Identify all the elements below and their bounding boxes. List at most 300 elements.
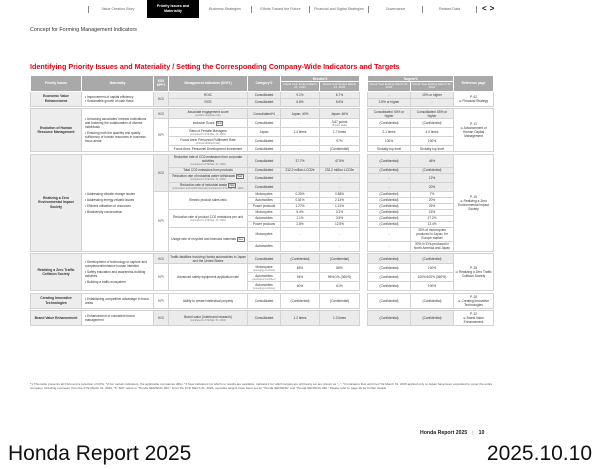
category [248, 227, 281, 241]
column-gap [360, 254, 368, 264]
indicator-name [169, 137, 248, 146]
indicator-label: Associate engagement score [187, 110, 229, 114]
target-fy2026: 2.1 times [368, 128, 411, 137]
indicator-label: Focus Area: Personnel Development Investment [173, 146, 243, 151]
nav-related-data[interactable]: Related Data [439, 6, 460, 11]
indicator-name [169, 99, 248, 107]
category-label: Consolidated*4 [253, 111, 275, 116]
column-gap [360, 119, 368, 128]
target-fy2031: 100% [411, 137, 454, 146]
target-fy2026: (Confidential) [368, 282, 411, 291]
category-label: Motorcycles [255, 192, 273, 196]
target-fy2031: (Confidential) [411, 293, 454, 308]
value: 5.6% [335, 100, 344, 105]
target-fy2026: 2.5% or higher [368, 99, 411, 107]
result-fy2025 [320, 109, 360, 119]
target-fy2031: 46% [411, 154, 454, 167]
header-r2024: Fiscal Year Ended March 31, 2024 [281, 82, 320, 92]
value: 12.5% [334, 222, 345, 226]
table-row [31, 293, 494, 308]
page-num: 10 [478, 430, 485, 436]
header-kgi-kpi: KGI/ KPI*1 [154, 76, 169, 92]
reference-link[interactable]: ➡ Financial Strategy [458, 98, 489, 103]
indicator-name [169, 182, 248, 191]
category-label: Power products [252, 222, 276, 226]
column-gap [360, 99, 368, 107]
reference-link[interactable]: ➡ Creating Innovative Technologies [458, 298, 490, 307]
target-fy2031: 27.2% [411, 215, 454, 221]
column-gap [360, 91, 368, 99]
indicator-label: Focus Area: Personnel Fulfillment Rate [180, 137, 236, 142]
target-fy2031: 10% or higher [411, 91, 454, 99]
target-fy2026: Consolidated: 60% or higher [368, 109, 411, 119]
indicator-note: (compared to FYE Mar. 31, 2021) [190, 132, 226, 136]
result-fy2024: - [281, 173, 320, 182]
indicator-label: Reduction rate of CO2 emissions from corporate activities [173, 155, 243, 163]
materiality [82, 109, 154, 152]
result-fy2025 [320, 227, 360, 241]
target-fy2031: 12% [411, 173, 454, 182]
category-label: Consolidated [254, 92, 274, 97]
chevron-left-icon[interactable]: < [482, 4, 490, 13]
result-fy2024: 1.4 times [281, 128, 320, 137]
target-fy2026: (Confidential) [368, 293, 411, 308]
result-fy2024: - [281, 119, 320, 128]
target-fy2031: Consolidated: 65% or higher [411, 109, 454, 119]
target-fy2026: - [368, 241, 411, 251]
indicator-name [169, 173, 248, 182]
column-gap [360, 137, 368, 146]
result-fy2024: 0.51% [281, 197, 320, 203]
target-fy2026: Globally top level [368, 146, 411, 152]
materiality-item: • Addressing energy-related issues [85, 197, 135, 202]
reference-link[interactable]: ➡ Advancement of Human Capital Management [460, 126, 487, 138]
target-fy2031: (Confidential) [411, 119, 454, 128]
target-fy2026: - [368, 227, 411, 241]
result-fy2024: 2.8% [281, 221, 320, 227]
target-fy2031: (Confidential) [411, 254, 454, 264]
target-fy2026: (Confidential) [368, 215, 411, 221]
category-note: (developed countries) [252, 277, 276, 281]
indicator-label: ROIC [204, 92, 212, 97]
materiality-item: • Ensuring both the quantity and quality sufficiency of human resources in business focus areas [85, 131, 146, 143]
value: (Confidential) [330, 298, 349, 303]
reference-page-number: P. 11 [470, 122, 477, 126]
indicator-label: ROS [204, 100, 212, 105]
result-fy2024: Japan: 40% [281, 109, 320, 119]
category [248, 311, 281, 326]
chevron-right-icon[interactable]: > [489, 4, 498, 13]
category [248, 254, 281, 264]
footer-title: Honda Report 2025 [8, 442, 192, 465]
indicator-name [169, 311, 248, 326]
indicator-name [169, 109, 248, 119]
category-note: (emerging countries) [253, 286, 275, 290]
result-fy2025 [320, 137, 360, 146]
indicators-table [30, 75, 494, 326]
result-fy2024: 37.7% [281, 154, 320, 167]
result-fy2025 [320, 128, 360, 137]
target-fy2026: (Confidential) [368, 264, 411, 273]
nav-value-creation-story[interactable]: Value Creation Story [101, 6, 135, 11]
category-label: Consolidated [254, 158, 274, 163]
result-fy2024: 0.30% [281, 191, 320, 197]
kgi-kpi-type: KGI [154, 91, 169, 106]
value: 88% [336, 266, 343, 270]
target-fy2031: (Confidential) [411, 311, 454, 326]
target-fy2026: (Confidential) [368, 167, 411, 173]
table-body [31, 91, 494, 326]
value: 3.5% [335, 216, 344, 220]
reference-link[interactable]: ➡ Brand Value Enhancement [463, 316, 484, 324]
target-fy2026: (Confidential) [368, 197, 411, 203]
target-fy2031: 30% of motorcycles produced in Japan, for Europe market [411, 227, 454, 241]
indicator-label: Brand value (Interbrand research) [184, 314, 232, 319]
result-fy2024: 212.2 million t-CO2e [281, 167, 320, 173]
reference-page [454, 91, 494, 106]
value: 6.7% [335, 92, 344, 97]
indicator-label: Advanced safety equipment application rate [177, 275, 239, 279]
header-t2031: Fiscal Year Ending March 31, 2031 [412, 81, 452, 90]
priority-issue: Realizing a Zero Traffic Collision Society [31, 254, 82, 291]
value: 3.67 points [331, 119, 348, 124]
target-fy2026: (Confidential) [368, 221, 411, 227]
value: Japan: 46% [331, 111, 348, 116]
indicator-label: Reduction rate of industrial water withdrawal [172, 174, 235, 178]
materiality-item: • Development of technology to capture and complement/enhance human intention [85, 260, 147, 268]
result-fy2024: - [281, 137, 320, 146]
materiality-item: • Unlocking associates' intrinsic motivations and fostering the collaboration of diverse individuals [85, 117, 147, 129]
category [248, 128, 281, 137]
target-fy2031: 20% [411, 197, 454, 203]
section-heading: Concept for Forming Management Indicators [30, 27, 137, 33]
indicator-note: (compared to FYE Mar. 31, 2022) [190, 318, 226, 322]
report-name: Honda Report 2025 [420, 430, 468, 436]
category-label: Motorcycles [255, 210, 273, 214]
category-label: Automobiles [255, 273, 273, 278]
target-fy2026: - [368, 173, 411, 182]
priority-issue: Evolution of Human Resource Management [31, 109, 82, 152]
target-fy2031: 30% in EVs produced in North America and Japan [411, 241, 454, 251]
indicator-label: Reduction rate of product CO2 emissions per unit [173, 214, 243, 219]
header-priority: Priority Issues [31, 76, 82, 92]
result-fy2025 [320, 182, 360, 191]
page-arrows [482, 4, 497, 13]
column-gap [360, 227, 368, 241]
category-label: Consolidated [254, 316, 274, 320]
column-gap [360, 264, 368, 273]
target-fy2026: (Confidential) [368, 254, 411, 264]
target-fy2026: - [368, 182, 411, 191]
category-label: Consolidated [254, 175, 274, 180]
column-gap [360, 109, 368, 119]
value: (Confidential) [330, 256, 349, 261]
indicator-label: Usage rate of recycled and biomass materials [171, 237, 236, 241]
target-fy2026: (Confidential) [368, 191, 411, 197]
value: - [338, 175, 341, 180]
reference-page [454, 109, 494, 152]
target-fy2031: 15% [411, 209, 454, 215]
nav-governance[interactable]: Governance [385, 6, 406, 11]
category-label: Automobiles [255, 244, 273, 248]
indicator-note: (incineration and landfill disposal) (compared to FYE Mar. 31, 2020) [172, 187, 244, 190]
category-label: Consolidated [254, 184, 274, 189]
indicator-note: (positive response rate) [195, 114, 221, 117]
result-fy2024: - [281, 227, 320, 241]
column-gap [360, 273, 368, 282]
target-fy2031: 100% [411, 282, 454, 291]
result-fy2025 [320, 241, 360, 251]
value: 0.58% [334, 192, 345, 196]
indicator-label: Traffic fatalities involving Honda automobiles in Japan and the United States [170, 254, 246, 263]
reference-page [454, 254, 494, 291]
kgi-kpi-type: KPI [154, 119, 169, 152]
category-label: Motorcycles [255, 232, 273, 236]
result-fy2024: 60% [281, 282, 320, 291]
value: - [338, 244, 341, 248]
new-badge: New [237, 175, 243, 178]
result-fy2025 [320, 99, 360, 107]
result-fy2024: - [281, 241, 320, 251]
indicator-note: (compared to FYE Mar. 31, 2020) [190, 218, 226, 222]
materiality [82, 311, 154, 326]
result-fy2025 [320, 154, 360, 167]
reference-page [454, 293, 494, 308]
table-row [31, 154, 494, 167]
target-fy2026: (Confidential) [368, 209, 411, 215]
value: 61% [336, 284, 343, 288]
result-fy2025 [320, 293, 360, 308]
materiality-item: • Biodiversity conservation [85, 209, 123, 214]
result-fy2025 [320, 119, 360, 128]
category-label: Consolidated [254, 168, 274, 172]
category [248, 109, 281, 119]
result-fy2024: - [281, 146, 320, 152]
nav-divider [476, 6, 477, 13]
indicator-label: Reduction rate of industrial waste [180, 183, 228, 187]
category [248, 137, 281, 146]
target-fy2031: 100% [411, 264, 454, 273]
value: 232.2 million t-CO2e [324, 168, 355, 172]
category [248, 264, 281, 273]
header-r2025: Fiscal Year Ended March 31, 2025 [320, 82, 360, 92]
value: 96%/1% (360*5) [327, 275, 352, 279]
indicator-name [169, 264, 248, 291]
materiality-item: • Safety education and awareness-building activities [85, 270, 146, 278]
reference-page-number: P. 19 [470, 194, 478, 199]
materiality [82, 293, 154, 308]
nav-priority-issues-active[interactable]: Priority Issues and Materiality [147, 0, 199, 18]
target-fy2026: (Confidential) [368, 311, 411, 326]
value: 1.21% [334, 204, 345, 208]
result-fy2024: 94% [281, 273, 320, 282]
category-label: Consolidated [254, 256, 274, 261]
category-label: Japan [259, 130, 269, 134]
new-badge: New [229, 184, 235, 187]
target-fy2031: 4.0 times [411, 128, 454, 137]
priority-issue: Creating Innovative Technologies [31, 293, 82, 308]
kgi-kpi-type: KGI [154, 154, 169, 191]
column-gap [360, 311, 368, 326]
page-number [420, 430, 484, 436]
indicator-label: Ratio of Female Managers [189, 128, 227, 133]
category [248, 273, 281, 282]
reference-page [454, 311, 494, 326]
kgi-kpi-type: KGI [154, 311, 169, 326]
indicator-name [169, 154, 248, 167]
indicator-label: Ability to create intellectual property [182, 298, 234, 303]
indicator-name [169, 254, 248, 264]
result-fy2025 [320, 173, 360, 182]
column-gap [360, 293, 368, 308]
result-fy2024: 1.1% [281, 215, 320, 221]
value: 1.3 times [333, 316, 346, 320]
value: 47.5% [334, 158, 345, 163]
result-fy2025 [320, 91, 360, 99]
indicator-note: (compared to FYE Mar. 31, 2020) [190, 178, 226, 181]
value: (Confidential) [330, 146, 349, 151]
header-indicators: Management Indicators (KGI*1) [169, 76, 248, 92]
target-fy2026: (Confidential) [368, 273, 411, 282]
top-nav [88, 0, 477, 18]
value: 2.14% [334, 198, 345, 202]
indicator-note: (compared to FYE Mar. 31, 2020) [190, 163, 226, 166]
category [248, 293, 281, 308]
kgi-kpi-type: KPI [154, 264, 169, 291]
indicator-name [169, 128, 248, 137]
column-gap [360, 154, 368, 167]
indicator-name [169, 209, 248, 227]
materiality-item: • Enhancement of consistent brand management [85, 314, 135, 322]
value: - [338, 184, 341, 189]
target-fy2031: (Confidential) [411, 167, 454, 173]
column-gap [360, 182, 368, 191]
divider: | [472, 430, 474, 436]
materiality-item: • Efficient utilization of resources [85, 203, 131, 208]
header-t2026: Fiscal Year Ending March 31, 2026 [369, 81, 409, 90]
result-fy2024: 85% [281, 264, 320, 273]
kgi-kpi-type: KPI [154, 191, 169, 251]
result-fy2024: 1.27% [281, 203, 320, 209]
header-targets: Targets*3 [368, 76, 454, 82]
reference-page-number: P. 28 [470, 294, 478, 299]
category-label: Consolidated [254, 121, 274, 125]
result-fy2025 [320, 273, 360, 282]
category [248, 99, 281, 107]
column-gap [360, 76, 368, 92]
result-fy2025 [320, 254, 360, 264]
target-fy2031: 26% [411, 203, 454, 209]
materiality-item: • Improvement of capital efficiency • Sustainable growth of cash flows [85, 94, 134, 103]
kgi-kpi-type: KGI [154, 254, 169, 264]
category-label: Automobiles [255, 198, 273, 202]
materiality-item: • Addressing climate change issues [85, 191, 136, 196]
category [248, 182, 281, 191]
target-fy2031: Globally top level [411, 146, 454, 152]
category-label: Motorcycles [255, 264, 273, 269]
priority-issue: Economic Value Enhancement [31, 91, 82, 106]
result-fy2025 [320, 311, 360, 326]
category [248, 154, 281, 167]
nav-financial-digital[interactable]: Financial and Digital Strategies [314, 6, 364, 11]
target-fy2026: (Confidential) [368, 119, 411, 128]
table-row [31, 311, 494, 326]
header-results: Results*3 [281, 76, 360, 82]
column-gap [360, 241, 368, 251]
result-fy2024: (Confidential) [281, 254, 320, 264]
table-row [31, 91, 494, 99]
target-fy2031: 7% [411, 191, 454, 197]
result-fy2025 [320, 264, 360, 273]
category [248, 241, 281, 251]
indicator-name [169, 293, 248, 308]
category-label: Consolidated [254, 139, 274, 143]
indicator-note: (Annual fulfillment rate) [195, 141, 221, 145]
category-label: Power products [252, 204, 276, 208]
target-fy2026: (Confidential) [368, 203, 411, 209]
footer-date: 2025.10.10 [486, 442, 592, 465]
materiality [82, 91, 154, 106]
nav-efforts-toward-future[interactable]: Efforts Toward the Future [260, 6, 301, 11]
value-note: (5-point scale) [331, 123, 348, 127]
kgi-kpi-type: KGI [154, 109, 169, 119]
result-fy2025 [320, 282, 360, 291]
indicator-label: Total CO2 emissions from products [183, 168, 233, 172]
indicator-name [169, 191, 248, 209]
nav-business-strategies[interactable]: Business Strategies [209, 6, 241, 11]
reference-page-number: P. 32 [470, 312, 478, 316]
category-note: (emerging countries) [253, 268, 275, 272]
reference-page [454, 154, 494, 251]
target-fy2031: 20% [411, 182, 454, 191]
column-gap [360, 173, 368, 182]
value: 1.7 times [333, 130, 346, 134]
target-fy2026: - [368, 91, 411, 99]
materiality [82, 154, 154, 251]
category [248, 282, 281, 291]
value: - [338, 232, 341, 236]
target-fy2026: 100% [368, 137, 411, 146]
category-label: Consolidated [254, 100, 274, 105]
target-fy2031: 100%/100% (360*5) [411, 273, 454, 282]
value: 3.1% [335, 210, 344, 214]
result-fy2024: 1.2 times [281, 311, 320, 326]
footnotes: *1 This table presents all KGIs and a selection of KPIs. *2 For certain indicators, the applicable companies differ. *3 New indicators for which no results are available, indicators for which targets are still being set are shown as "–". *4 Indicators that until the FYE March 31, 2025 applied only to Japan have been expanded to cover the entire company, including overseas, from the FYE March 31, 2026. *5 "360" refers to "Honda SENSING 360." From the FYE March 31, 2025, separate targets have been set for "Honda SENSING" and "Honda SENSING 360." Please refer to page 26 for further details. [30, 382, 493, 391]
category-label: Automobiles [255, 216, 273, 220]
column-gap [360, 282, 368, 291]
category [248, 119, 281, 128]
target-fy2026: (Confidential) [368, 154, 411, 167]
reference-page-number: P. 62 [470, 94, 478, 99]
result-fy2024: 9.1% [281, 91, 320, 99]
indicator-label: Inclusion Score [192, 121, 215, 125]
header-materiality: Materiality [82, 76, 154, 92]
category [248, 91, 281, 99]
reference-link[interactable]: ➡ Realizing a Zero Traffic Collision Society [455, 270, 492, 278]
column-gap [360, 128, 368, 137]
indicator-name [169, 119, 248, 128]
priority-issue: Brand Value Enhancement [31, 311, 82, 326]
reference-link[interactable]: ➡ Realizing a Zero Environmental Impact Society [458, 198, 489, 211]
indicator-name [169, 91, 248, 99]
reference-page-number: P. 25 [470, 266, 478, 270]
header-reference: Reference page [454, 76, 494, 92]
kgi-kpi-type: KPI [154, 293, 169, 308]
result-fy2024: (Confidential) [281, 293, 320, 308]
category [248, 173, 281, 182]
new-badge: New [238, 238, 244, 241]
result-fy2024: 5.4% [281, 209, 320, 215]
